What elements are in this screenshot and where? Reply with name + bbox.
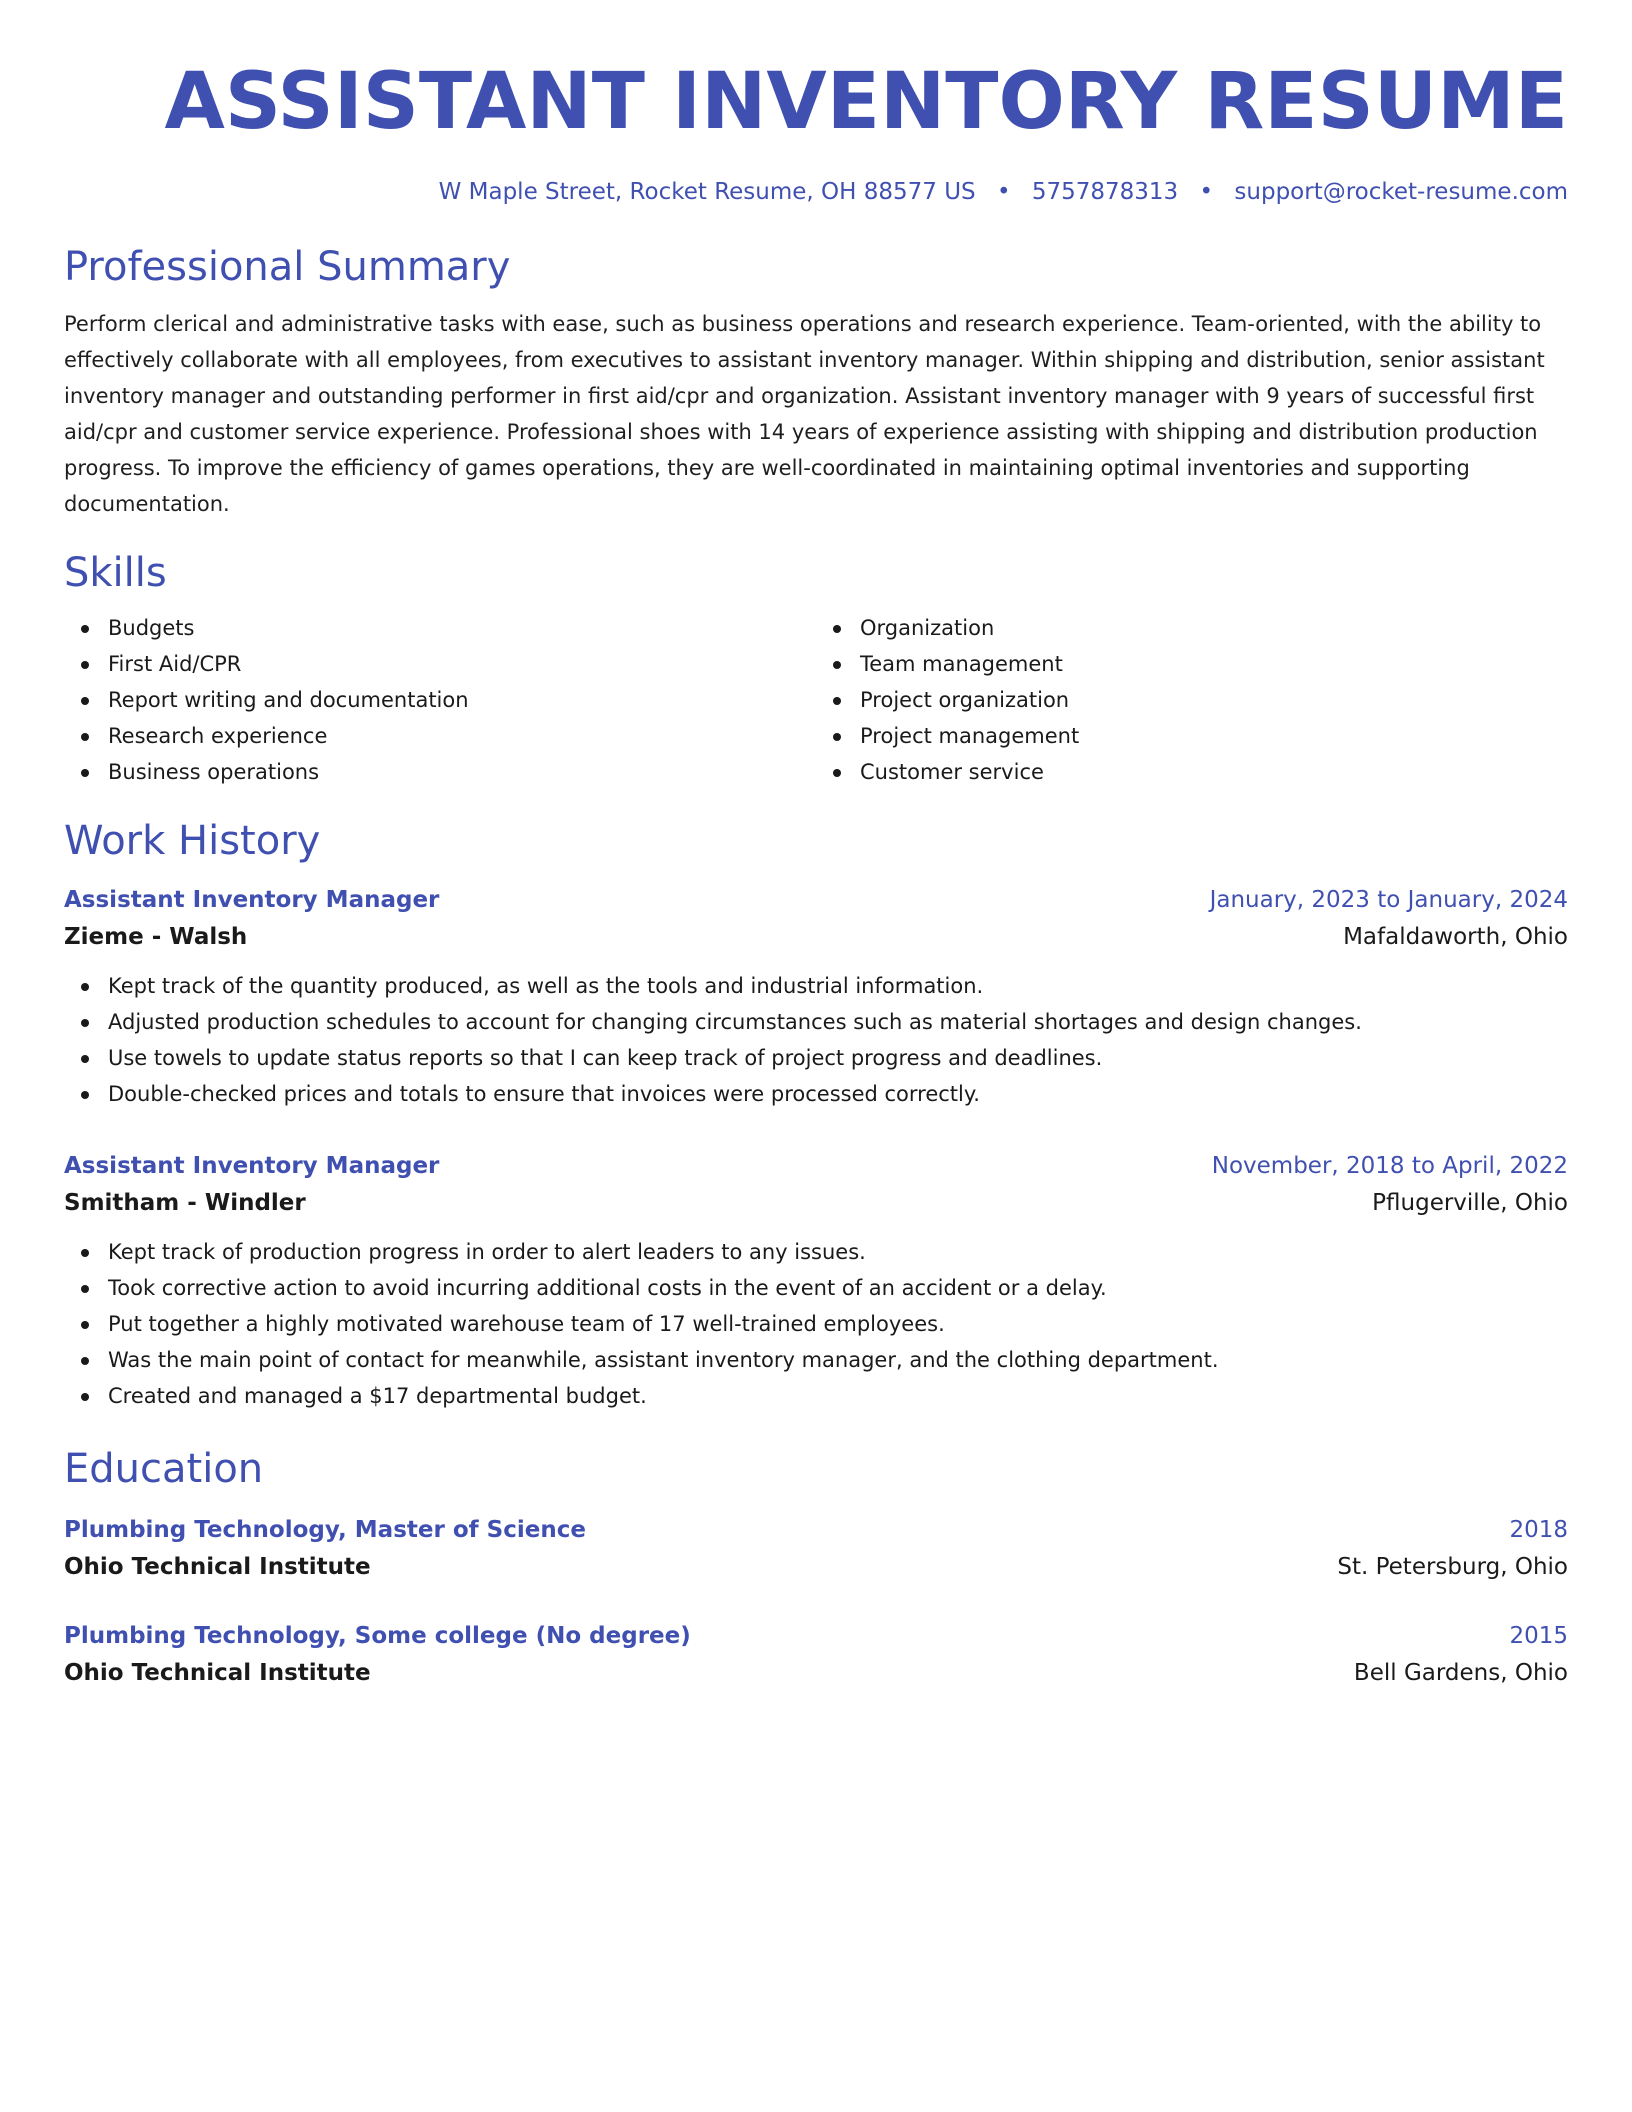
job-title: Assistant Inventory Manager — [64, 887, 440, 913]
education-degree: Plumbing Technology, Master of Science — [64, 1517, 586, 1543]
skill-item: Budgets — [108, 610, 816, 646]
job-header-row — [64, 1148, 1568, 1184]
contact-phone: 5757878313 — [1031, 179, 1179, 205]
skill-item: Report writing and documentation — [108, 682, 816, 718]
work-history-heading: Work History — [64, 818, 321, 864]
summary-text: Perform clerical and administrative tasks with ease, such as business operations and research experience. Team-oriented, with the ability to effectively collaborate with all employees, from executives to assistant inventory manager. Within shipping and distribution, senior assistant inventory manager and outstanding performer in first aid/cpr and organization. Assistant inventory manager with 9 years of successful first aid/cpr and customer service experience. Professional shoes with 14 years of experience assisting with shipping and distribution production progress. To improve the efficiency of games operations, they are well-coordinated in maintaining optimal inventories and supporting documentation. — [64, 312, 1545, 516]
skills-grid — [64, 610, 1568, 790]
job-header-row — [64, 882, 1568, 918]
skill-item: Project management — [860, 718, 1568, 754]
job-bullet: Adjusted production schedules to account for changing circumstances such as material shortages and design changes. — [108, 1004, 1568, 1040]
job-dates: January, 2023 to January, 2024 — [1209, 887, 1568, 913]
work-history-section — [64, 816, 1568, 1414]
skill-item: Project organization — [860, 682, 1568, 718]
job-bullet: Took corrective action to avoid incurring additional costs in the event of an accident or a delay. — [108, 1270, 1568, 1306]
job-dates: November, 2018 to April, 2022 — [1211, 1153, 1568, 1179]
skill-item: Team management — [860, 646, 1568, 682]
contact-email[interactable]: support@rocket-resume.com — [1234, 179, 1568, 205]
job-employer-row — [64, 1184, 1568, 1222]
education-school: Ohio Technical Institute — [64, 1554, 371, 1580]
job-entry — [64, 1148, 1568, 1414]
education-entry — [64, 1512, 1568, 1586]
skill-item: Research experience — [108, 718, 816, 754]
education-year: 2015 — [1509, 1623, 1568, 1649]
job-bullet: Use towels to update status reports so that I can keep track of project progress and deadlines. — [108, 1040, 1568, 1076]
skill-item: First Aid/CPR — [108, 646, 816, 682]
skills-column-left — [64, 610, 816, 790]
education-heading: Education — [64, 1446, 264, 1492]
education-section — [64, 1444, 1568, 1692]
education-degree: Plumbing Technology, Some college (No degree) — [64, 1623, 691, 1649]
skills-column-right — [816, 610, 1568, 790]
contact-separator: • — [996, 179, 1011, 205]
education-school: Ohio Technical Institute — [64, 1660, 371, 1686]
education-location: St. Petersburg, Ohio — [1337, 1554, 1568, 1580]
job-bullet: Created and managed a $17 departmental budget. — [108, 1378, 1568, 1414]
skill-item: Organization — [860, 610, 1568, 646]
job-bullet: Kept track of production progress in order to alert leaders to any issues. — [108, 1234, 1568, 1270]
job-bullets — [64, 968, 1568, 1112]
job-bullets — [64, 1234, 1568, 1414]
job-bullet: Double-checked prices and totals to ensure that invoices were processed correctly. — [108, 1076, 1568, 1112]
job-employer: Zieme - Walsh — [64, 924, 248, 950]
skills-section — [64, 548, 1568, 790]
contact-separator: • — [1199, 179, 1214, 205]
contact-line — [64, 176, 1568, 208]
education-entry — [64, 1618, 1568, 1692]
education-header-row — [64, 1618, 1568, 1654]
job-entry — [64, 882, 1568, 1112]
job-location: Mafaldaworth, Ohio — [1343, 924, 1568, 950]
job-location: Pflugerville, Ohio — [1372, 1190, 1568, 1216]
contact-address: W Maple Street, Rocket Resume, OH 88577 US — [438, 179, 976, 205]
skill-item: Business operations — [108, 754, 816, 790]
resume-title: ASSISTANT INVENTORY RESUME — [164, 57, 1568, 147]
education-location: Bell Gardens, Ohio — [1353, 1660, 1568, 1686]
resume-header — [64, 52, 1568, 208]
job-bullet: Kept track of the quantity produced, as well as the tools and industrial information. — [108, 968, 1568, 1004]
job-title: Assistant Inventory Manager — [64, 1153, 440, 1179]
job-employer: Smitham - Windler — [64, 1190, 306, 1216]
job-bullet: Put together a highly motivated warehouse team of 17 well-trained employees. — [108, 1306, 1568, 1342]
skill-item: Customer service — [860, 754, 1568, 790]
skills-heading: Skills — [64, 550, 167, 596]
summary-heading: Professional Summary — [64, 244, 511, 290]
education-header-row — [64, 1512, 1568, 1548]
education-year: 2018 — [1509, 1517, 1568, 1543]
job-employer-row — [64, 918, 1568, 956]
education-school-row — [64, 1654, 1568, 1692]
summary-section — [64, 242, 1568, 522]
job-bullet: Was the main point of contact for meanwhile, assistant inventory manager, and the clothing department. — [108, 1342, 1568, 1378]
education-school-row — [64, 1548, 1568, 1586]
